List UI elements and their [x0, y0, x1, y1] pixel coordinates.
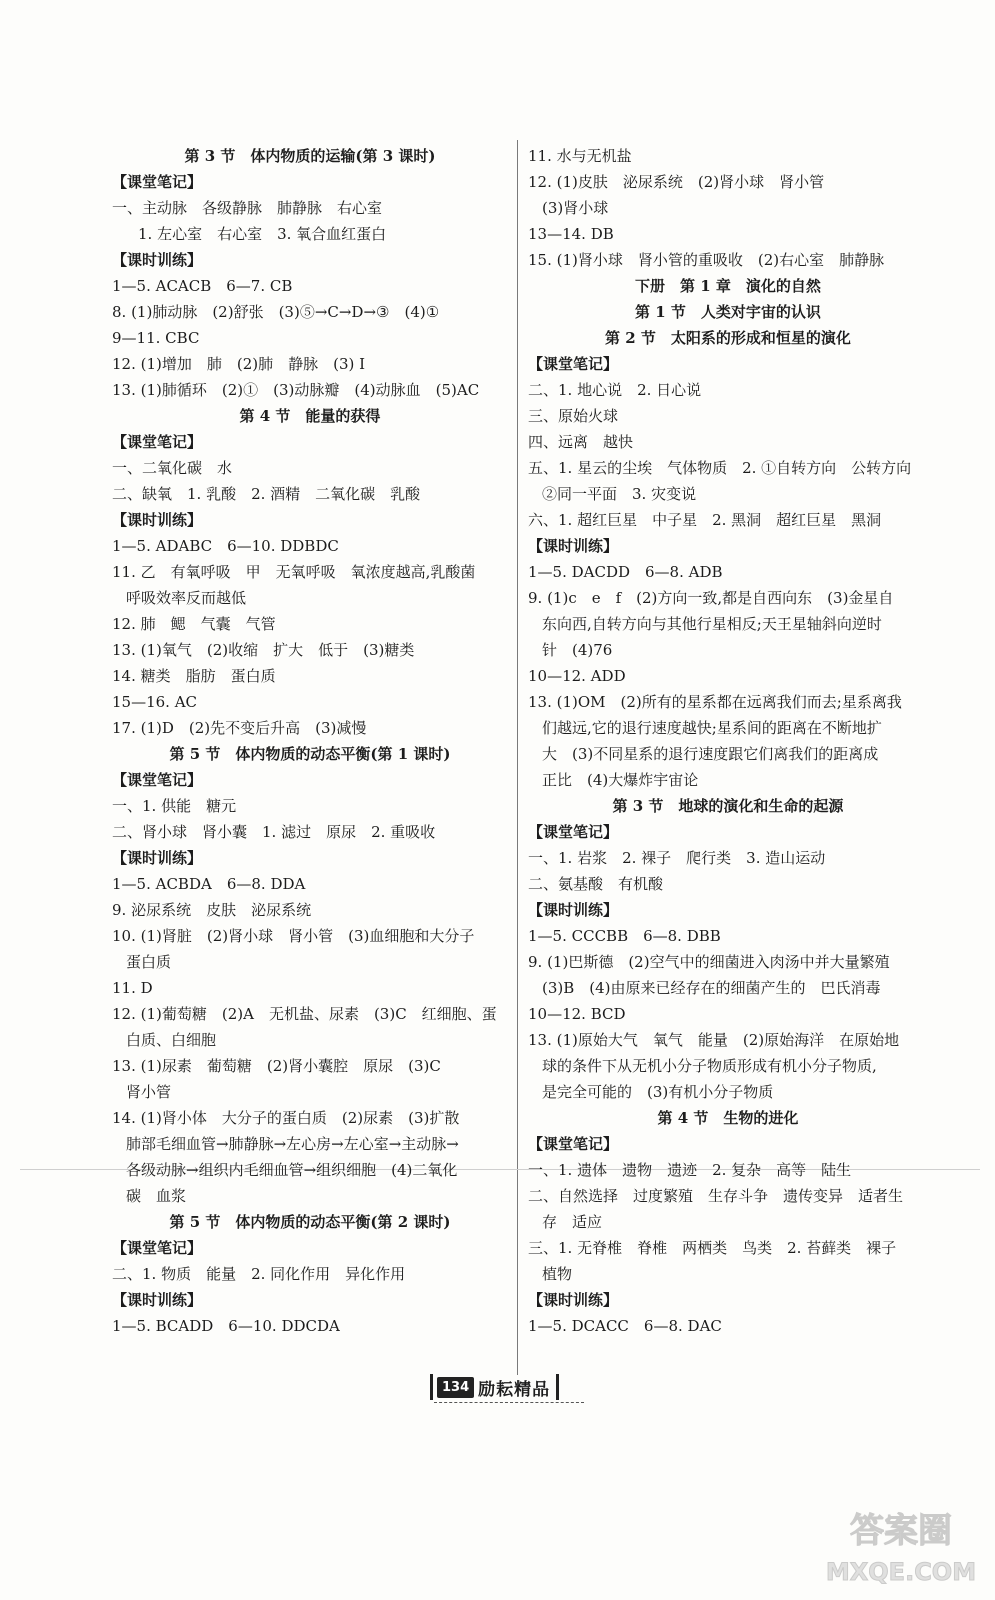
answer-line: 12. (1)葡萄糖 (2)A 无机盐、尿素 (3)C 红细胞、蛋 [112, 1005, 497, 1023]
answer-line: 13. (1)氧气 (2)收缩 扩大 低于 (3)糖类 [112, 641, 415, 659]
subsection-label: 【课时训练】 [528, 901, 619, 919]
subsection-label: 【课时训练】 [528, 1291, 619, 1309]
footer-dashed-rule [434, 1402, 584, 1403]
answer-line: 13. (1)肺循环 (2)① (3)动脉瓣 (4)动脉血 (5)AC [112, 381, 480, 399]
answer-line: 1. 左心室 右心室 3. 氧合血红蛋白 [138, 225, 387, 243]
answer-line: 蛋白质 [126, 953, 172, 971]
answer-line: 11. 水与无机盐 [528, 147, 632, 165]
subsection-label: 【课堂笔记】 [112, 771, 203, 789]
answer-line: 五、1. 星云的尘埃 气体物质 2. ①自转方向 公转方向 [528, 459, 912, 477]
answer-line: 肾小管 [126, 1083, 172, 1101]
answer-line: 碳 血浆 [126, 1187, 187, 1205]
answer-line: 一、二氧化碳 水 [112, 459, 233, 477]
section-heading: 第 3 节 体内物质的运输(第 3 课时) [184, 147, 436, 165]
answer-line: 12. 肺 鳃 气囊 气管 [112, 615, 276, 633]
answer-line: 一、1. 供能 糖元 [112, 797, 237, 815]
subsection-label: 【课堂笔记】 [112, 1239, 203, 1257]
answer-line: 12. (1)增加 肺 (2)肺 静脉 (3) I [112, 355, 366, 373]
answer-line: 1—5. DCACC 6—8. DAC [528, 1317, 722, 1335]
answer-line: 1—5. DACDD 6—8. ADB [528, 563, 723, 581]
footer-left-bar [430, 1374, 433, 1400]
answer-line: (3)B (4)由原来已经存在的细菌产生的 巴氏消毒 [542, 979, 881, 997]
answer-line: ②同一平面 3. 灾变说 [542, 485, 697, 503]
answer-line: 13—14. DB [528, 225, 614, 243]
answer-line: 1—5. ACBDA 6—8. DDA [112, 875, 306, 893]
answer-line: 1—5. BCADD 6—10. DDCDA [112, 1317, 340, 1335]
answer-line: 1—5. CCCBB 6—8. DBB [528, 927, 721, 945]
answer-line: 大 (3)不同星系的退行速度跟它们离我们的距离成 [542, 745, 879, 763]
answer-line: 11. D [112, 979, 153, 997]
subsection-label: 【课时训练】 [112, 849, 203, 867]
subsection-label: 【课时训练】 [112, 1291, 203, 1309]
answer-line: 各级动脉→组织内毛细血管→组织细胞 (4)二氧化 [126, 1161, 458, 1179]
answer-line: 四、远离 越快 [528, 433, 634, 451]
answer-line: 15. (1)肾小球 肾小管的重吸收 (2)右心室 肺静脉 [528, 251, 885, 269]
answer-line: 1—5. ADABC 6—10. DDBDC [112, 537, 339, 555]
section-heading: 下册 第 1 章 演化的自然 [635, 277, 821, 295]
answer-line: 11. 乙 有氧呼吸 甲 无氧呼吸 氧浓度越高,乳酸菌 [112, 563, 476, 581]
answer-line: 12. (1)皮肤 泌尿系统 (2)肾小球 肾小管 [528, 173, 825, 191]
brand-name: 励耘精品 [478, 1379, 551, 1400]
answer-line: (3)肾小球 [542, 199, 609, 217]
footer-right-bar [556, 1374, 559, 1400]
answer-line: 一、主动脉 各级静脉 肺静脉 右心室 [112, 199, 383, 217]
section-heading: 第 4 节 生物的进化 [657, 1109, 799, 1127]
answer-line: 正比 (4)大爆炸宇宙论 [542, 771, 699, 789]
answer-line: 白质、白细胞 [126, 1031, 217, 1049]
watermark-bottom-text: MXQE.COM [825, 1558, 977, 1586]
answer-line: 9—11. CBC [112, 329, 200, 347]
answer-line: 14. 糖类 脂肪 蛋白质 [112, 667, 276, 685]
answer-line: 二、氨基酸 有机酸 [528, 875, 664, 893]
subsection-label: 【课时训练】 [112, 511, 203, 529]
answer-line: 8. (1)肺动脉 (2)舒张 (3)⑤→C→D→③ (4)① [112, 303, 440, 321]
answer-line: 9. (1)c e f (2)方向一致,都是自西向东 (3)金星自 [528, 589, 894, 607]
answer-line: 9. (1)巴斯德 (2)空气中的细菌进入肉汤中并大量繁殖 [528, 953, 890, 971]
answer-line: 二、肾小球 肾小囊 1. 滤过 原尿 2. 重吸收 [112, 823, 436, 841]
answer-line: 15—16. AC [112, 693, 198, 711]
answer-line: 呼吸效率反而越低 [126, 589, 247, 607]
page-footer [430, 1372, 559, 1402]
answer-line: 10—12. ADD [528, 667, 626, 685]
answer-line: 植物 [542, 1265, 573, 1283]
subsection-label: 【课时训练】 [528, 537, 619, 555]
subsection-label: 【课堂笔记】 [112, 173, 203, 191]
answer-line: 们越远,它的退行速度越快;星系间的距离在不断地扩 [542, 719, 882, 737]
answer-line: 球的条件下从无机小分子物质形成有机小分子物质, [542, 1057, 877, 1075]
answer-line: 二、1. 地心说 2. 日心说 [528, 381, 702, 399]
section-heading: 第 3 节 地球的演化和生命的起源 [612, 797, 844, 815]
answer-line: 13. (1)尿素 葡萄糖 (2)肾小囊腔 原尿 (3)C [112, 1057, 441, 1075]
section-heading: 第 4 节 能量的获得 [239, 407, 381, 425]
answer-line: 二、自然选择 过度繁殖 生存斗争 遗传变异 适者生 [528, 1187, 904, 1205]
section-heading: 第 5 节 体内物质的动态平衡(第 2 课时) [169, 1213, 451, 1231]
answer-line: 17. (1)D (2)先不变后升高 (3)减慢 [112, 719, 367, 737]
subsection-label: 【课时训练】 [112, 251, 203, 269]
answer-line: 二、1. 物质 能量 2. 同化作用 异化作用 [112, 1265, 406, 1283]
section-heading: 第 5 节 体内物质的动态平衡(第 1 课时) [169, 745, 451, 763]
right-column [528, 143, 928, 1339]
answer-line: 1—5. ACACB 6—7. CB [112, 277, 293, 295]
answer-line: 是完全可能的 (3)有机小分子物质 [542, 1083, 774, 1101]
column-divider [517, 140, 518, 1375]
answer-line: 一、1. 遗体 遗物 遗迹 2. 复杂 高等 陆生 [528, 1161, 852, 1179]
answer-line: 10. (1)肾脏 (2)肾小球 肾小管 (3)血细胞和大分子 [112, 927, 475, 945]
answer-line: 三、1. 无脊椎 脊椎 两栖类 鸟类 2. 苔藓类 裸子 [528, 1239, 897, 1257]
left-column [112, 143, 508, 1339]
answer-line: 三、原始火球 [528, 407, 619, 425]
answer-line: 存 适应 [542, 1213, 603, 1231]
section-heading: 第 1 节 人类对宇宙的认识 [635, 303, 821, 321]
answer-line: 二、缺氧 1. 乳酸 2. 酒精 二氧化碳 乳酸 [112, 485, 421, 503]
answer-line: 肺部毛细血管→肺静脉→左心房→左心室→主动脉→ [126, 1135, 459, 1153]
subsection-label: 【课堂笔记】 [112, 433, 203, 451]
answer-line: 针 (4)76 [542, 641, 613, 659]
answer-line: 东向西,自转方向与其他行星相反;天王星轴斜向逆时 [542, 615, 882, 633]
answer-line: 10—12. BCD [528, 1005, 626, 1023]
page-number: 134 [437, 1377, 474, 1398]
section-heading: 第 2 节 太阳系的形成和恒星的演化 [605, 329, 851, 347]
subsection-label: 【课堂笔记】 [528, 1135, 619, 1153]
answer-line: 13. (1)原始大气 氧气 能量 (2)原始海洋 在原始地 [528, 1031, 900, 1049]
subsection-label: 【课堂笔记】 [528, 355, 619, 373]
answer-line: 13. (1)OM (2)所有的星系都在远离我们而去;星系离我 [528, 693, 902, 711]
answer-line: 14. (1)肾小体 大分子的蛋白质 (2)尿素 (3)扩散 [112, 1109, 460, 1127]
answer-line: 一、1. 岩浆 2. 裸子 爬行类 3. 造山运动 [528, 849, 826, 867]
answer-line: 六、1. 超红巨星 中子星 2. 黑洞 超红巨星 黑洞 [528, 511, 882, 529]
subsection-label: 【课堂笔记】 [528, 823, 619, 841]
watermark-top-text: 答案圈 [850, 1511, 952, 1551]
answer-line: 9. 泌尿系统 皮肤 泌尿系统 [112, 901, 312, 919]
watermark-logo [817, 1500, 987, 1595]
